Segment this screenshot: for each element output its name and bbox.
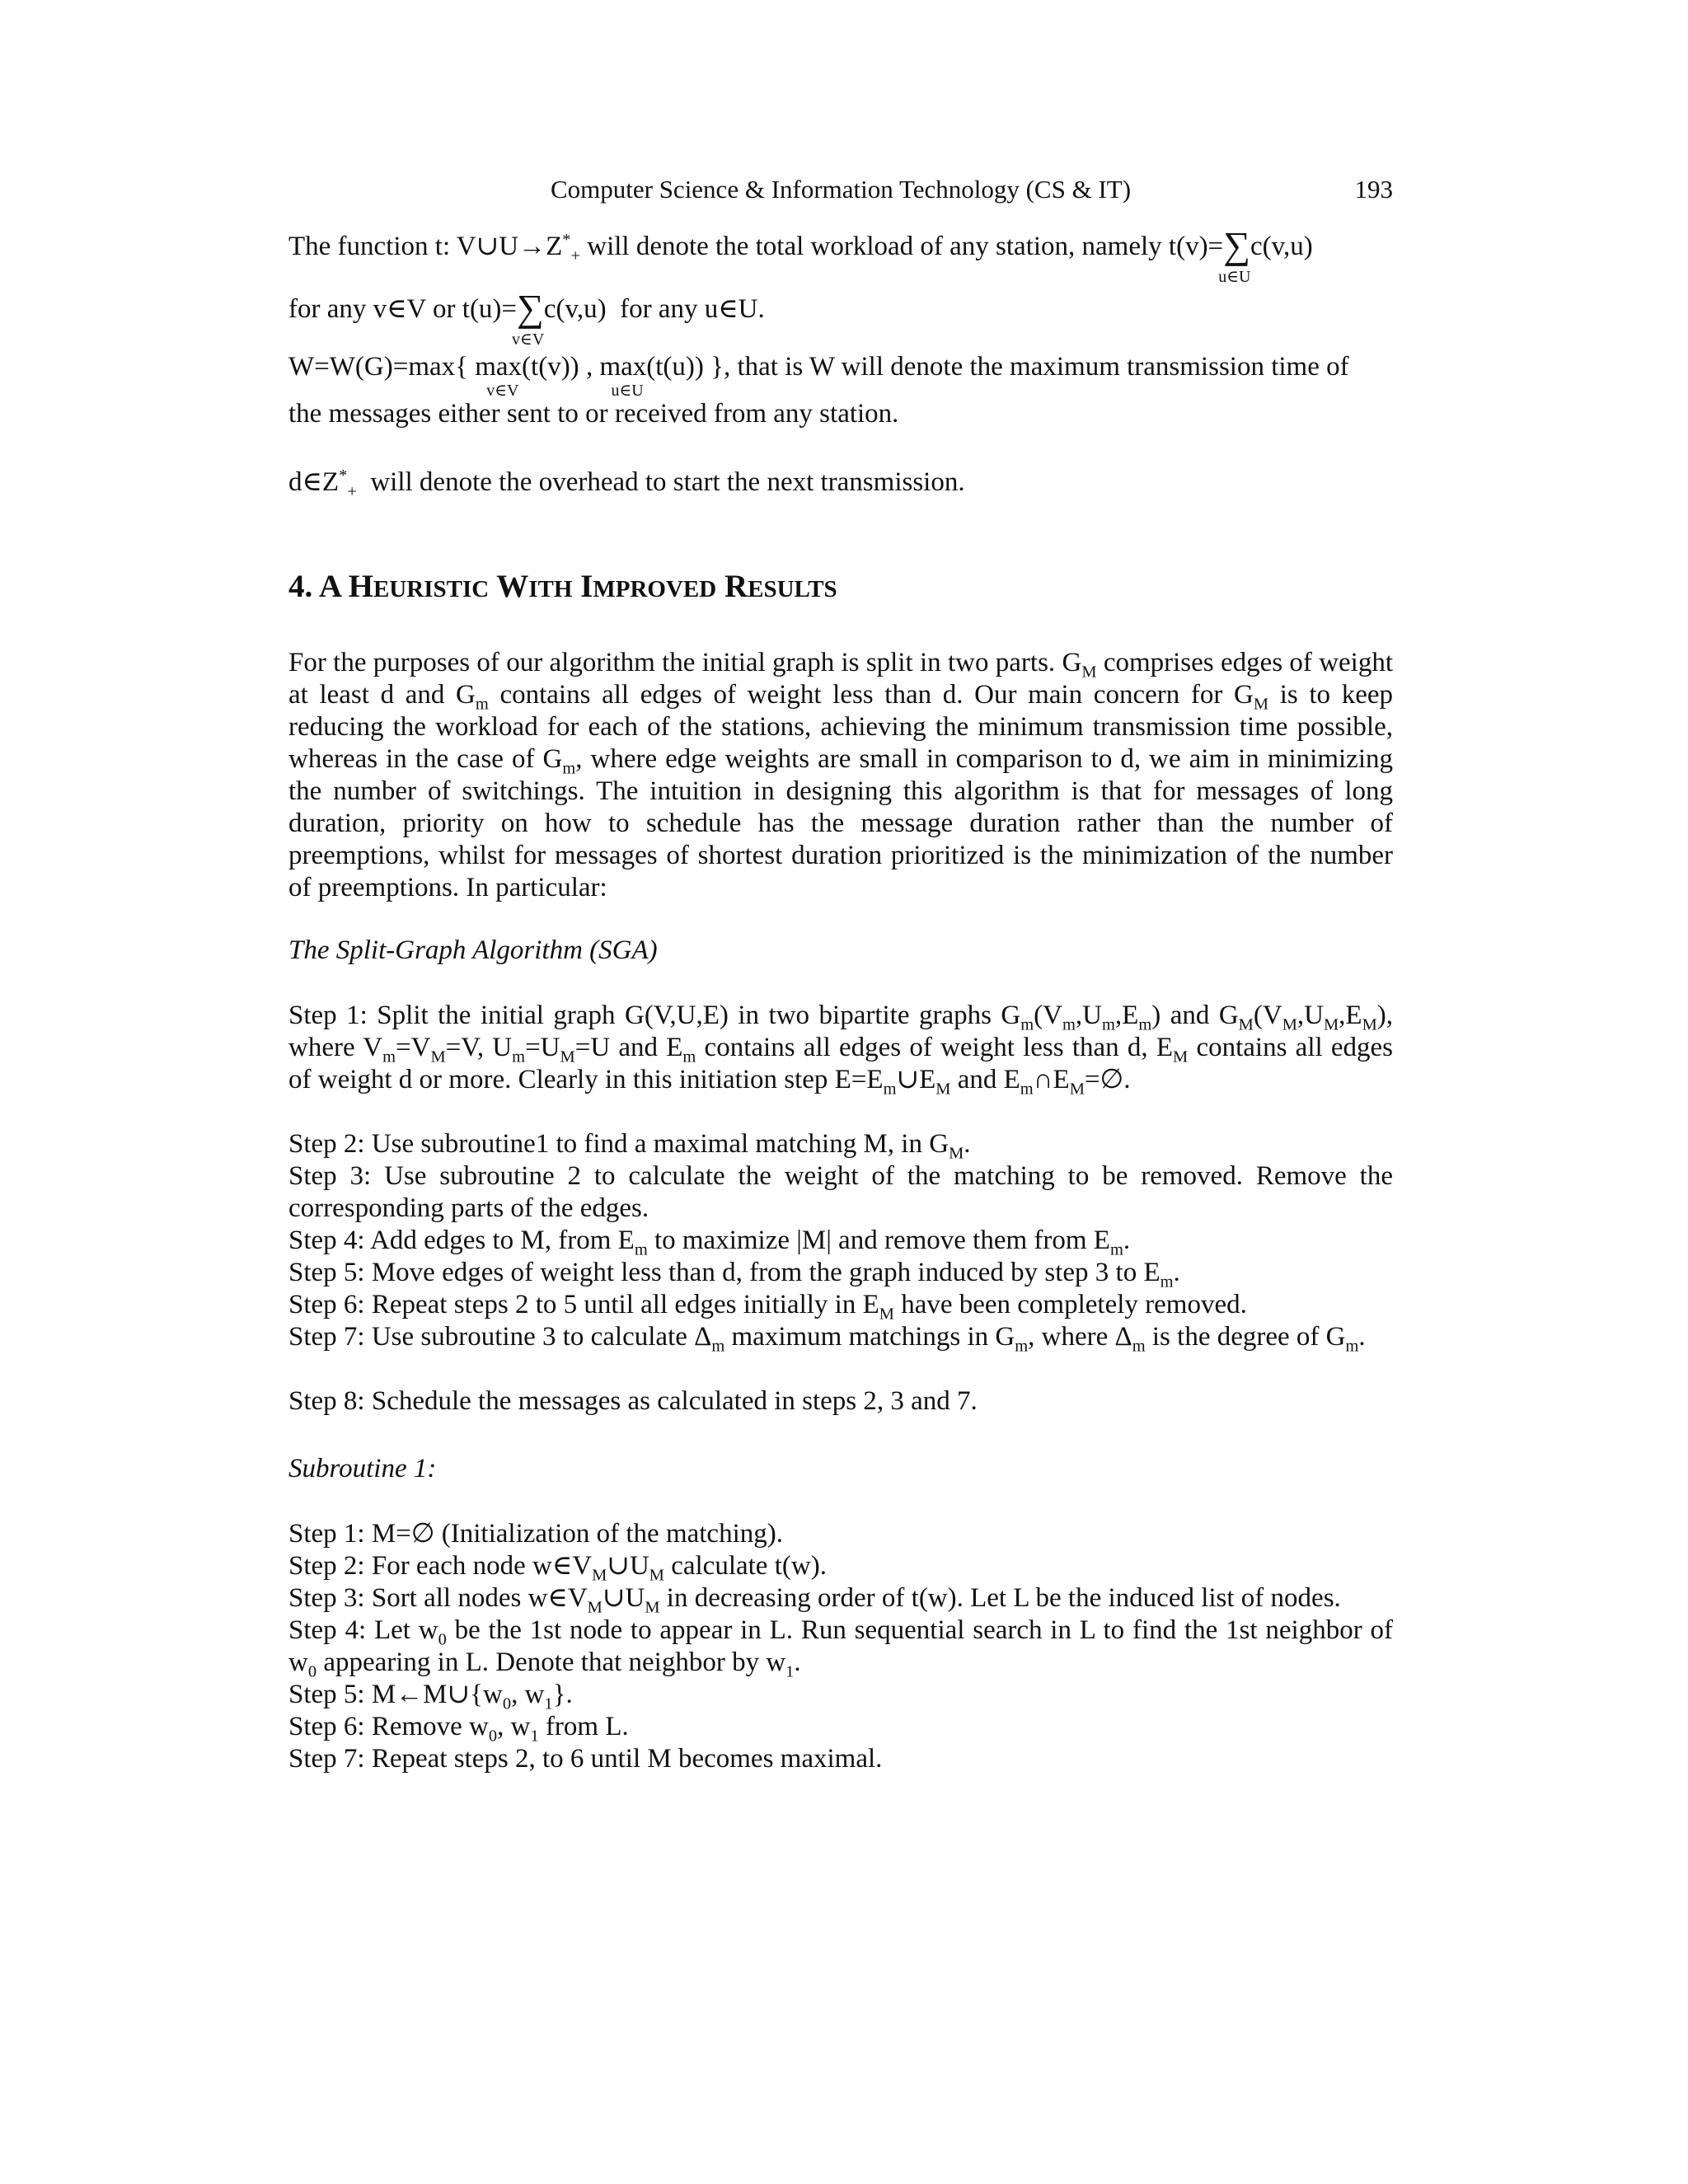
journal-title: Computer Science & Information Technology (CS & IT)	[550, 175, 1132, 204]
sum-over-u: ∑ u∈U	[1218, 224, 1251, 286]
sub1-step-4: Step 4: Let $w_0$ be the 1st node to appear in L. Run sequential search in L to find the 1st neighbor of $w_0$ appearing in L. Denote that neighbor by $w_1$.	[288, 1615, 1393, 1681]
sga-step-1: Step 1: Split the initial graph G(V,U,E) in two bipartite graphs $G_m(V_m,U_m,E_m)$ and $G_M(V_M,U_M,E_M)$, where $V_m=V_M=V$, $U_m=U_M=U$ and $E_m$ contains all edges of weight less than d, $E_M$ contains all edges of weight d or more. Clearly in this initiation step $E=E_m\cup E_M$ and $E_m\cap E_M=\emptyset$.	[288, 1001, 1394, 1099]
section-heading: 4. A HEURISTIC WITH IMPROVED RESULTS	[288, 569, 837, 604]
sub1-step-5: Step 5: $M\leftarrow M\cup\{w_0$, $w_1$}.	[288, 1680, 573, 1713]
sga-step-3: Step 3: Use subroutine 2 to calculate the weight of the matching to be removed. Remove the corresponding parts of the edges.	[288, 1161, 1393, 1223]
sga-step-5: Step 5: Move edges of weight less than d, from the graph induced by step 3 to $E_m$.	[288, 1258, 1180, 1291]
page-number: 193	[1354, 175, 1393, 204]
def-d: $d\in Z^*_+$ will denote the overhead to start the next transmission.	[288, 466, 965, 501]
sub1-step-3: Step 3: Sort all nodes $w\in V_M\cup U_M$ in decreasing order of t(w). Let L be the induced list of nodes.	[288, 1583, 1341, 1617]
sub1-step-2: Step 2: For each node $w\in V_M\cup U_M$ calculate t(w).	[288, 1551, 827, 1585]
sga-heading: The Split-Graph Algorithm (SGA)	[288, 935, 658, 965]
def-t-line1: The function t: $V\cup U\to Z^*_+$ will denote the total workload of any station, namely t(v)=∑ u∈U c(v,u)	[288, 224, 1313, 286]
sub1-step-6: Step 6: Remove $w_0$, $w_1$ from L.	[288, 1712, 629, 1746]
intro-paragraph: For the purposes of our algorithm the initial graph is split in two parts. $G_M$ comprises edges of weight at least d and $G_m$ contains all edges of weight less than d. Our main concern for $G_M$ is to keep reducing the workload for each of the stations, achieving the minimum transmission time possible, whereas in the case of $G_m$, where edge weights are small in comparison to d, we aim in minimizing the number of switchings. The intuition in designing this algorithm is that for messages of long duration, priority on how to schedule has the message duration rather than the number of preemptions, whilst for messages of shortest duration prioritized is the minimization of the number of preemptions. In particular:	[288, 648, 1394, 902]
sga-step-4: Step 4: Add edges to M, from $E_m$ to maximize |M| and remove them from $E_m$.	[288, 1226, 1131, 1259]
sum-over-v: ∑ v∈V	[512, 287, 545, 349]
sga-step-6: Step 6: Repeat steps 2 to 5 until all edges initially in $E_M$ have been completely removed.	[288, 1290, 1247, 1324]
sga-step-7: Step 7: Use subroutine 3 to calculate $\Delta_m$ maximum matchings in $G_m$, where $\Delta_m$ is the degree of $G_m$.	[288, 1322, 1366, 1356]
def-w-line2: the messages either sent to or received from any station.	[288, 399, 899, 429]
def-t-line2: for any v∈V or t(u)=∑ v∈V c(v,u) for any u∈U.	[288, 287, 765, 349]
running-header	[288, 171, 1393, 208]
sub1-step-1: Step 1: M=∅ (Initialization of the matching).	[288, 1519, 783, 1549]
sga-step-8: Step 8: Schedule the messages as calculated in steps 2, 3 and 7.	[288, 1386, 978, 1416]
sga-step-2: Step 2: Use subroutine1 to find a maximal matching M, in $G_M$.	[288, 1129, 971, 1163]
max-over-u: max(t(u)) u∈U	[599, 352, 704, 400]
max-over-v: max(t(v)) v∈V	[475, 352, 579, 400]
subroutine1-heading: Subroutine 1:	[288, 1454, 437, 1483]
sub1-step-7: Step 7: Repeat steps 2, to 6 until M becomes maximal.	[288, 1744, 883, 1774]
def-w-line1: W=W(G)=max{ max(t(v)) v∈V , max(t(u)) u∈U }, that is W will denote the maximum transmission time of	[288, 352, 1349, 400]
